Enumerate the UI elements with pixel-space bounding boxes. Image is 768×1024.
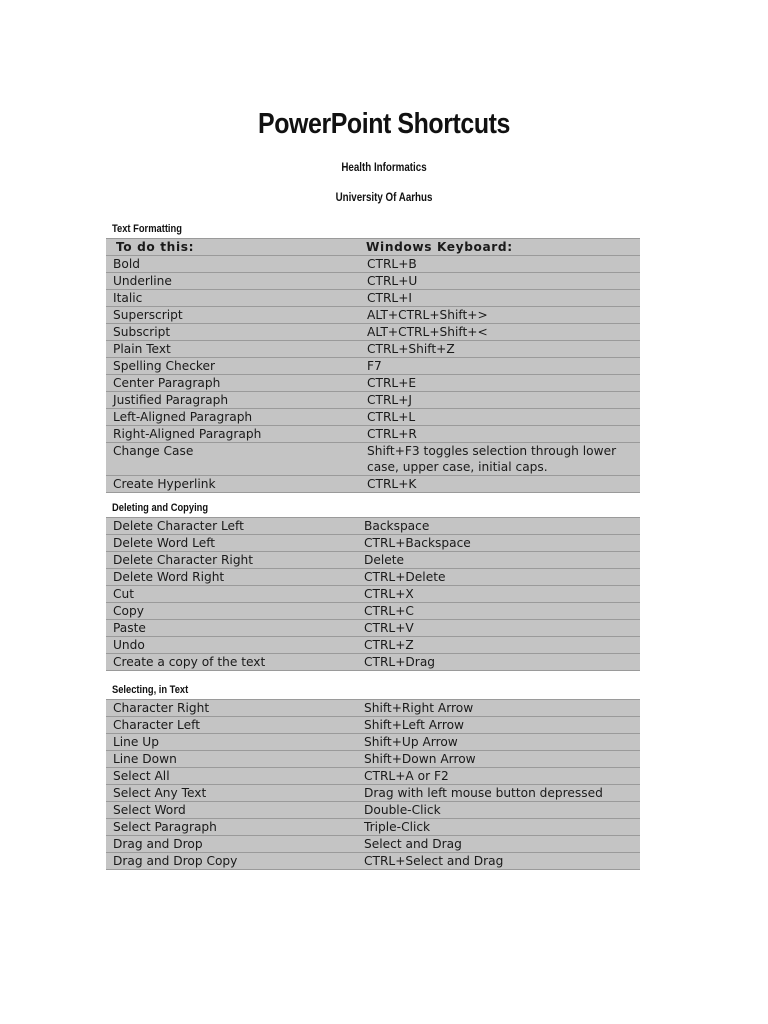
shortcut-keys: Shift+Down Arrow [357,751,640,768]
table-row [106,518,640,535]
shortcut-action: Plain Text [106,341,360,358]
shortcut-action: Character Left [106,717,357,734]
table-row [106,535,640,552]
shortcut-keys: CTRL+K [360,476,640,493]
column-header-keys: Windows Keyboard: [360,239,640,256]
table-row [106,768,640,785]
shortcut-keys: Triple-Click [357,819,640,836]
shortcut-keys: CTRL+V [357,620,640,637]
shortcut-keys: CTRL+C [357,603,640,620]
shortcut-action: Superscript [106,307,360,324]
table-row [106,375,640,392]
shortcut-action: Cut [106,586,357,603]
shortcut-table-text-formatting [106,238,640,493]
shortcut-action: Change Case [106,443,360,476]
shortcut-keys: CTRL+J [360,392,640,409]
table-row [106,836,640,853]
table-row [106,307,640,324]
table-row [106,586,640,603]
section-heading-selecting-in-text: Selecting, in Text [112,684,189,696]
shortcut-keys: CTRL+U [360,273,640,290]
shortcut-keys: Shift+Right Arrow [357,700,640,717]
shortcut-action: Delete Word Right [106,569,357,586]
shortcut-action: Copy [106,603,357,620]
shortcut-action: Paste [106,620,357,637]
shortcut-keys: F7 [360,358,640,375]
shortcut-action: Italic [106,290,360,307]
shortcut-keys: CTRL+A or F2 [357,768,640,785]
table-row [106,785,640,802]
shortcut-action: Select All [106,768,357,785]
shortcut-action: Character Right [106,700,357,717]
shortcut-action: Drag and Drop [106,836,357,853]
section-heading-text-formatting: Text Formatting [112,223,182,235]
table-row [106,637,640,654]
table-row [106,273,640,290]
table-row [106,717,640,734]
shortcut-keys: CTRL+Backspace [357,535,640,552]
shortcut-action: Line Down [106,751,357,768]
shortcut-action: Right-Aligned Paragraph [106,426,360,443]
shortcut-keys: CTRL+R [360,426,640,443]
shortcut-keys: CTRL+B [360,256,640,273]
shortcut-keys: CTRL+Drag [357,654,640,671]
shortcut-keys: ALT+CTRL+Shift+< [360,324,640,341]
shortcut-action: Left-Aligned Paragraph [106,409,360,426]
shortcut-action: Undo [106,637,357,654]
column-header-action: To do this: [106,239,360,256]
shortcut-keys: Select and Drag [357,836,640,853]
table-row [106,443,640,476]
shortcut-action: Delete Word Left [106,535,357,552]
shortcut-action: Drag and Drop Copy [106,853,357,870]
table-row [106,409,640,426]
shortcut-keys: CTRL+E [360,375,640,392]
shortcut-keys: Drag with left mouse button depressed [357,785,640,802]
table-row [106,476,640,493]
shortcut-action: Delete Character Right [106,552,357,569]
shortcut-action: Delete Character Left [106,518,357,535]
shortcut-keys: CTRL+L [360,409,640,426]
shortcut-action: Bold [106,256,360,273]
shortcut-keys: ALT+CTRL+Shift+> [360,307,640,324]
table-row [106,802,640,819]
shortcut-action: Create Hyperlink [106,476,360,493]
shortcut-keys: Shift+F3 toggles selection through lower case, upper case, initial caps. [360,443,640,476]
shortcut-keys: Delete [357,552,640,569]
shortcut-keys: Shift+Left Arrow [357,717,640,734]
table-row [106,324,640,341]
shortcut-action: Underline [106,273,360,290]
table-row [106,290,640,307]
shortcut-keys: CTRL+X [357,586,640,603]
table-row [106,392,640,409]
table-row [106,853,640,870]
shortcut-keys: CTRL+Delete [357,569,640,586]
document-title: PowerPoint Shortcuts [258,108,510,140]
shortcut-action: Select Any Text [106,785,357,802]
table-row [106,256,640,273]
shortcut-table-selecting-in-text [106,699,640,870]
shortcut-action: Select Paragraph [106,819,357,836]
shortcut-keys: CTRL+Z [357,637,640,654]
shortcut-keys: Double-Click [357,802,640,819]
table-row [106,751,640,768]
shortcut-action: Spelling Checker [106,358,360,375]
table-row [106,426,640,443]
table-row [106,569,640,586]
table-row [106,341,640,358]
shortcut-action: Select Word [106,802,357,819]
table-row [106,700,640,717]
shortcut-keys: Backspace [357,518,640,535]
shortcut-action: Justified Paragraph [106,392,360,409]
table-row [106,620,640,637]
table-row [106,603,640,620]
table-row [106,819,640,836]
section-heading-deleting-and-copying: Deleting and Copying [112,502,209,514]
document-institution: University Of Aarhus [335,192,433,204]
shortcut-keys: CTRL+I [360,290,640,307]
table-row [106,552,640,569]
shortcut-table-deleting-and-copying [106,517,640,671]
document-subtitle: Health Informatics [341,162,427,174]
shortcut-action: Create a copy of the text [106,654,357,671]
shortcut-action: Subscript [106,324,360,341]
shortcut-action: Line Up [106,734,357,751]
table-row [106,358,640,375]
shortcut-keys: CTRL+Select and Drag [357,853,640,870]
shortcut-action: Center Paragraph [106,375,360,392]
table-header-row [106,239,640,256]
shortcut-keys: CTRL+Shift+Z [360,341,640,358]
table-row [106,734,640,751]
shortcut-keys: Shift+Up Arrow [357,734,640,751]
table-row [106,654,640,671]
